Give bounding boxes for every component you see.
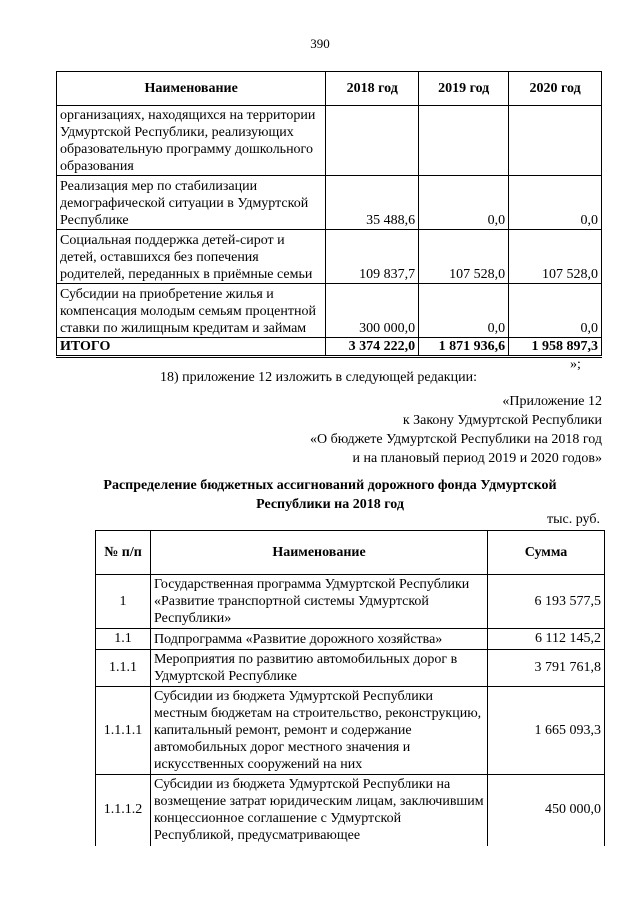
row-sum: 3 791 761,8 — [488, 650, 605, 687]
value-2018: 35 488,6 — [326, 176, 419, 230]
row-name: Государственная программа Удмуртской Республики «Развитие транспортной системы Удмуртской Республики» — [151, 575, 488, 629]
col-header-sum: Сумма — [488, 531, 605, 575]
table-row — [57, 230, 602, 284]
value-2020: 0,0 — [509, 176, 602, 230]
col-header-name: Наименование — [57, 72, 326, 106]
value-2019: 107 528,0 — [419, 230, 509, 284]
document-title — [60, 476, 600, 514]
row-name: Субсидии из бюджета Удмуртской Республики на возмещение затрат юридическим лицам, заключившим концессионное соглашение с Удмуртской Республикой, предусматривающее — [151, 775, 488, 846]
title-line-1: Распределение бюджетных ассигнований дорожного фонда Удмуртской — [103, 478, 557, 493]
value-2019: 0,0 — [419, 176, 509, 230]
row-sum: 450 000,0 — [488, 775, 605, 846]
row-number: 1.1 — [96, 629, 151, 650]
row-number: 1.1.1 — [96, 650, 151, 687]
row-sum: 1 665 093,3 — [488, 687, 605, 775]
table-row — [96, 629, 605, 650]
table-row — [96, 775, 605, 846]
road-fund-table — [95, 530, 605, 846]
table-row — [57, 284, 602, 338]
row-name: Социальная поддержка детей-сирот и детей, оставшихся без попечения родителей, переданных в приёмные семьи — [57, 230, 326, 284]
value-2020: 107 528,0 — [509, 230, 602, 284]
closing-quote-mark: »; — [570, 357, 581, 372]
row-sum: 6 112 145,2 — [488, 629, 605, 650]
appendix-line-4: и на плановый период 2019 и 2020 годов» — [352, 451, 602, 466]
row-name: организациях, находящихся на территории Удмуртской Республики, реализующих образовательную программу дошкольного образования — [57, 106, 326, 176]
row-name: Мероприятия по развитию автомобильных дорог в Удмуртской Республике — [151, 650, 488, 687]
col-header-2020: 2020 год — [509, 72, 602, 106]
appendix-line-3: «О бюджете Удмуртской Республики на 2018 год — [309, 432, 602, 447]
table-row — [96, 650, 605, 687]
appendix-line-1: «Приложение 12 — [502, 394, 602, 409]
row-name: Субсидии на приобретение жилья и компенсация молодым семьям процентной ставки по жилищным кредитам и займам — [57, 284, 326, 338]
total-2019: 1 871 936,6 — [419, 338, 509, 357]
value-2020 — [509, 106, 602, 176]
value-2019: 0,0 — [419, 284, 509, 338]
row-name: Подпрограмма «Развитие дорожного хозяйства» — [151, 629, 488, 650]
row-number: 1 — [96, 575, 151, 629]
row-number: 1.1.1.1 — [96, 687, 151, 775]
col-header-name: Наименование — [151, 531, 488, 575]
value-2018: 300 000,0 — [326, 284, 419, 338]
col-header-2019: 2019 год — [419, 72, 509, 106]
value-2018 — [326, 106, 419, 176]
table-row — [96, 575, 605, 629]
total-label: ИТОГО — [57, 338, 326, 357]
row-name: Субсидии из бюджета Удмуртской Республики местным бюджетам на строительство, реконструкцию, капитальный ремонт, ремонт и содержание автомобильных дорог местного значения и искусственных сооружений на них — [151, 687, 488, 775]
value-2018: 109 837,7 — [326, 230, 419, 284]
row-sum: 6 193 577,5 — [488, 575, 605, 629]
table-header-row — [57, 72, 602, 106]
value-2019 — [419, 106, 509, 176]
col-header-number: № п/п — [96, 531, 151, 575]
appendix-header — [310, 392, 602, 468]
table-row — [57, 106, 602, 176]
table-row — [57, 176, 602, 230]
col-header-2018: 2018 год — [326, 72, 419, 106]
total-row — [57, 338, 602, 357]
table-row — [96, 687, 605, 775]
total-2020: 1 958 897,3 — [509, 338, 602, 357]
total-2018: 3 374 222,0 — [326, 338, 419, 357]
appendix-line-2: к Закону Удмуртской Республики — [402, 413, 602, 428]
unit-label: тыс. руб. — [547, 512, 600, 527]
value-2020: 0,0 — [509, 284, 602, 338]
amendment-item-18: 18) приложение 12 изложить в следующей редакции: — [160, 370, 477, 385]
table-header-row — [96, 531, 605, 575]
row-name: Реализация мер по стабилизации демографической ситуации в Удмуртской Республике — [57, 176, 326, 230]
title-line-2: Республики на 2018 год — [256, 497, 404, 512]
budget-table-continued — [56, 71, 602, 358]
row-number: 1.1.1.2 — [96, 775, 151, 846]
page-number: 390 — [310, 36, 330, 51]
